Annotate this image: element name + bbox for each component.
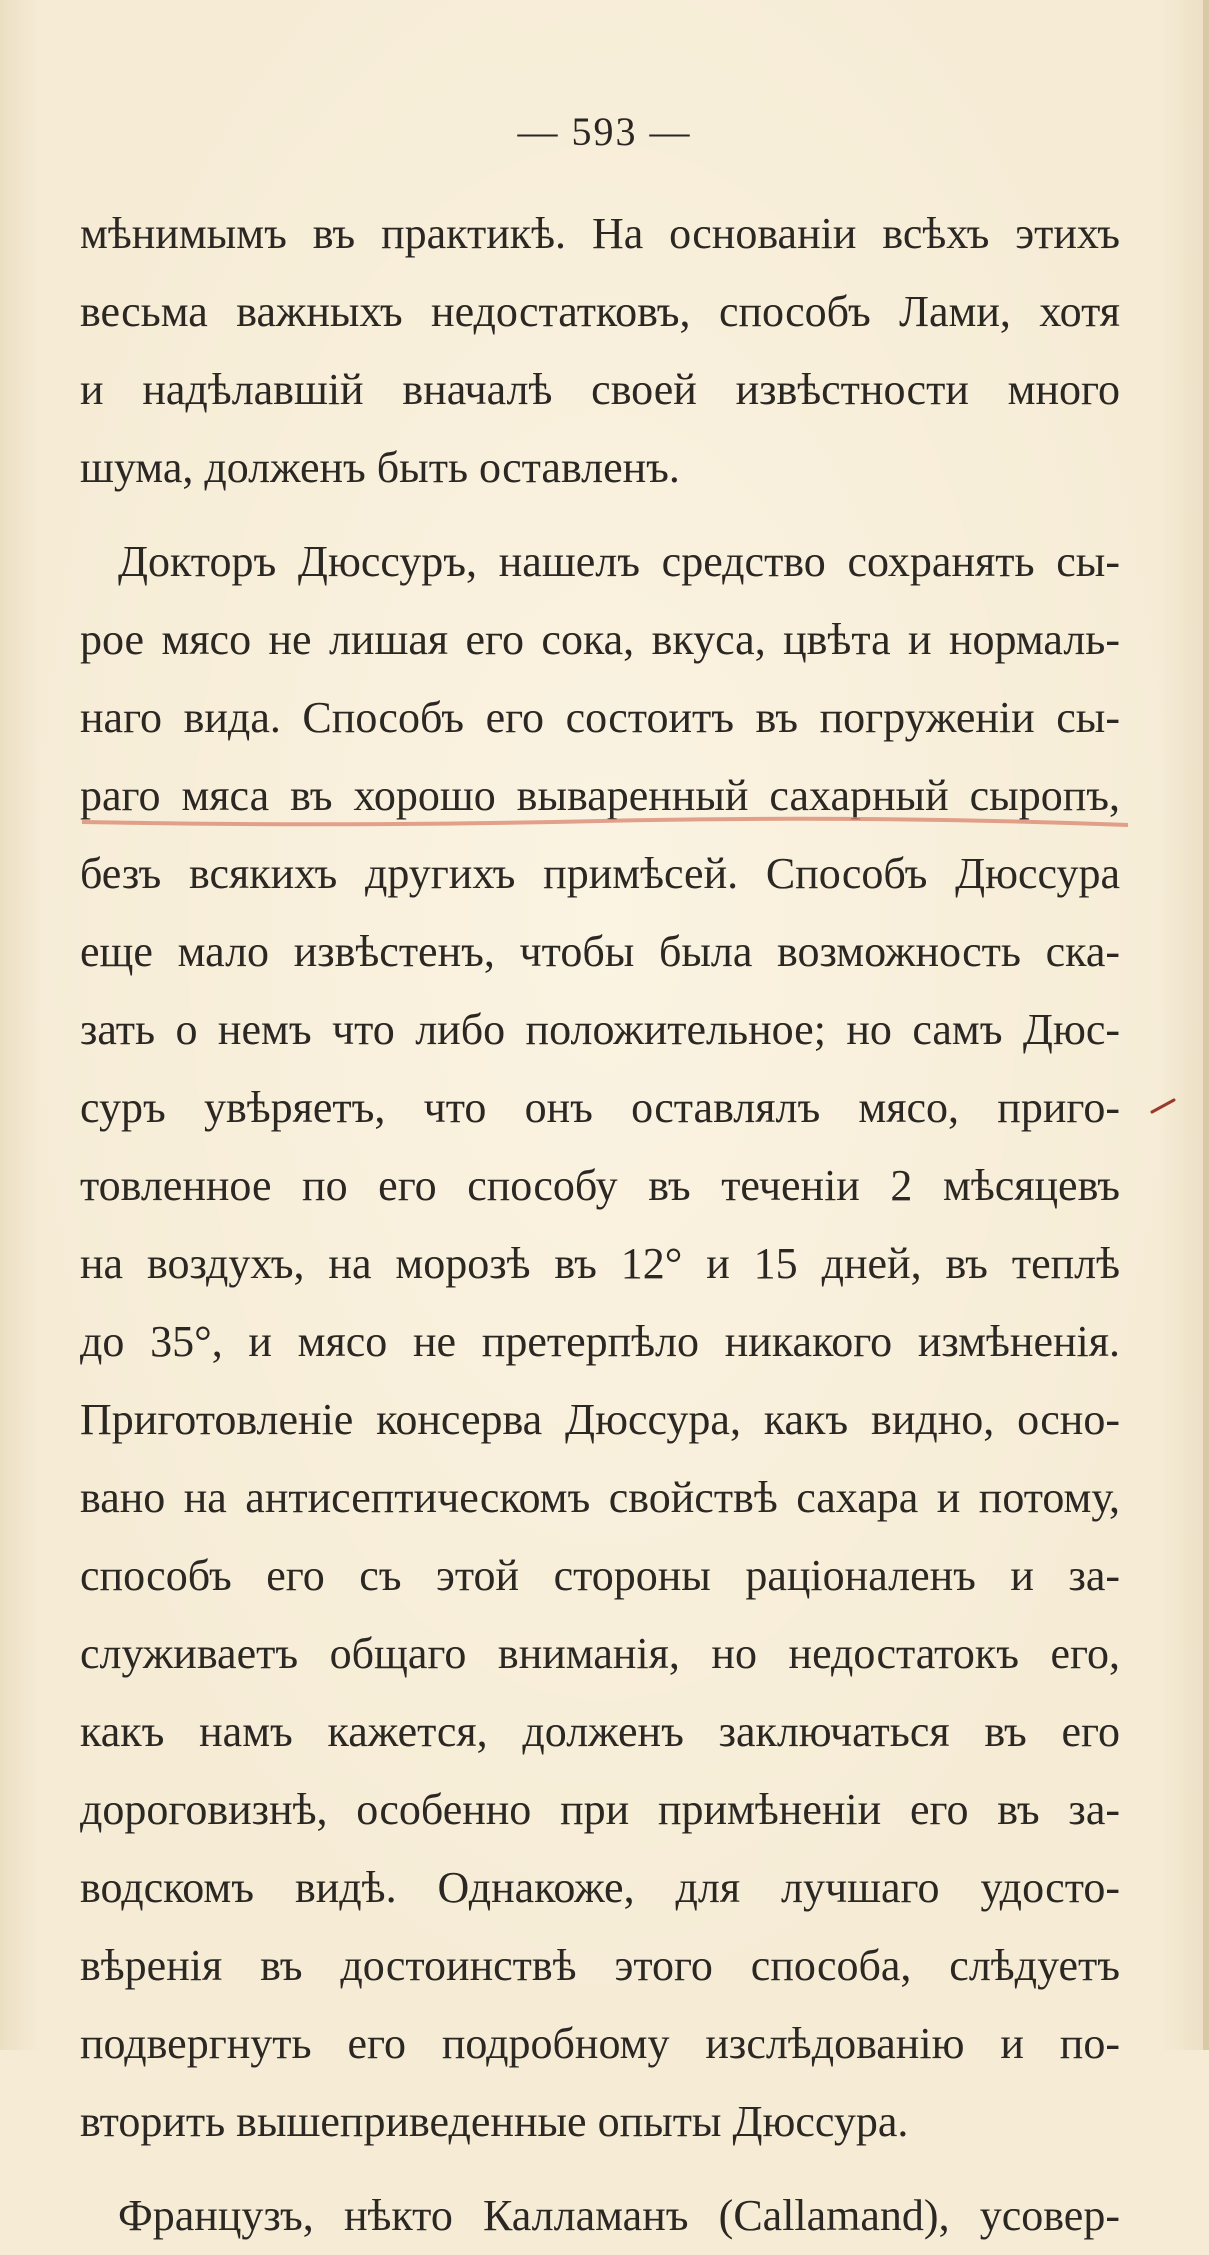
text-line: подвергнуть его подробному изслѣдованiю и по- xyxy=(80,2019,1120,2068)
text-line: и надѣлавшiй вначалѣ своей извѣстности много xyxy=(80,365,1120,414)
margin-tick-mark xyxy=(1148,1096,1178,1116)
text-line: на воздухъ, на морозѣ въ 12° и 15 дней, въ теплѣ xyxy=(80,1239,1120,1288)
text-line: раго мяса въ хорошо вываренный сахарный сыропъ, xyxy=(80,771,1120,820)
text-line: еще мало извѣстенъ, чтобы была возможность ска- xyxy=(80,927,1120,976)
text-line: безъ всякихъ другихъ примѣсей. Способъ Дюссура xyxy=(80,849,1120,898)
text-line: наго вида. Способъ его состоитъ въ погруженiи сы- xyxy=(80,693,1120,742)
text-line: суръ увѣряетъ, что онъ оставлялъ мясо, приго- xyxy=(80,1083,1120,1132)
text-line: служиваетъ общаго вниманiя, но недостатокъ его, xyxy=(80,1629,1120,1678)
text-line: рое мясо не лишая его сока, вкуса, цвѣта и нормаль- xyxy=(80,615,1120,664)
text-line: какъ намъ кажется, долженъ заключаться въ его xyxy=(80,1707,1120,1756)
paragraph-start-line: Докторъ Дюссуръ, нашелъ средство сохранять сы- xyxy=(118,537,1120,586)
text-line: до 35°, и мясо не претерпѣло никакого измѣненiя. xyxy=(80,1317,1120,1366)
text-line: товленное по его способу въ теченiи 2 мѣсяцевъ xyxy=(80,1161,1120,1210)
text-line: мѣнимымъ въ практикѣ. На основанiи всѣхъ этихъ xyxy=(80,209,1120,258)
text-line: вано на антисептическомъ свойствѣ сахара и потому, xyxy=(80,1473,1120,1522)
text-line: весьма важныхъ недостатковъ, способъ Лами, хотя xyxy=(80,287,1120,336)
underlined-line xyxy=(80,757,1120,835)
page-number: — 593 — xyxy=(517,109,692,154)
pencil-underline-mark xyxy=(80,813,1130,831)
text-line: способъ его съ этой стороны рацiоналенъ и за- xyxy=(80,1551,1120,1600)
paragraph-start-line: Французъ, нѣкто Калламанъ (Callamand), усовер- xyxy=(118,2191,1120,2240)
body-text xyxy=(80,195,1120,2255)
text-line: шума, долженъ быть оставленъ. xyxy=(80,443,680,492)
text-line: вторить вышеприведенные опыты Дюссура. xyxy=(80,2097,909,2146)
text-line: вѣренiя въ достоинствѣ этого способа, слѣдуетъ xyxy=(80,1941,1120,1990)
text-line: Приготовленiе консерва Дюссура, какъ видно, осно- xyxy=(80,1395,1120,1444)
text-line: водскомъ видѣ. Однакоже, для лучшаго удосто- xyxy=(80,1863,1120,1912)
text-line: зать о немъ что либо положительное; но самъ Дюс- xyxy=(80,1005,1120,1054)
text-line: дороговизнѣ, особенно при примѣненiи его въ за- xyxy=(80,1785,1120,1834)
page-edge xyxy=(1203,0,1209,2050)
